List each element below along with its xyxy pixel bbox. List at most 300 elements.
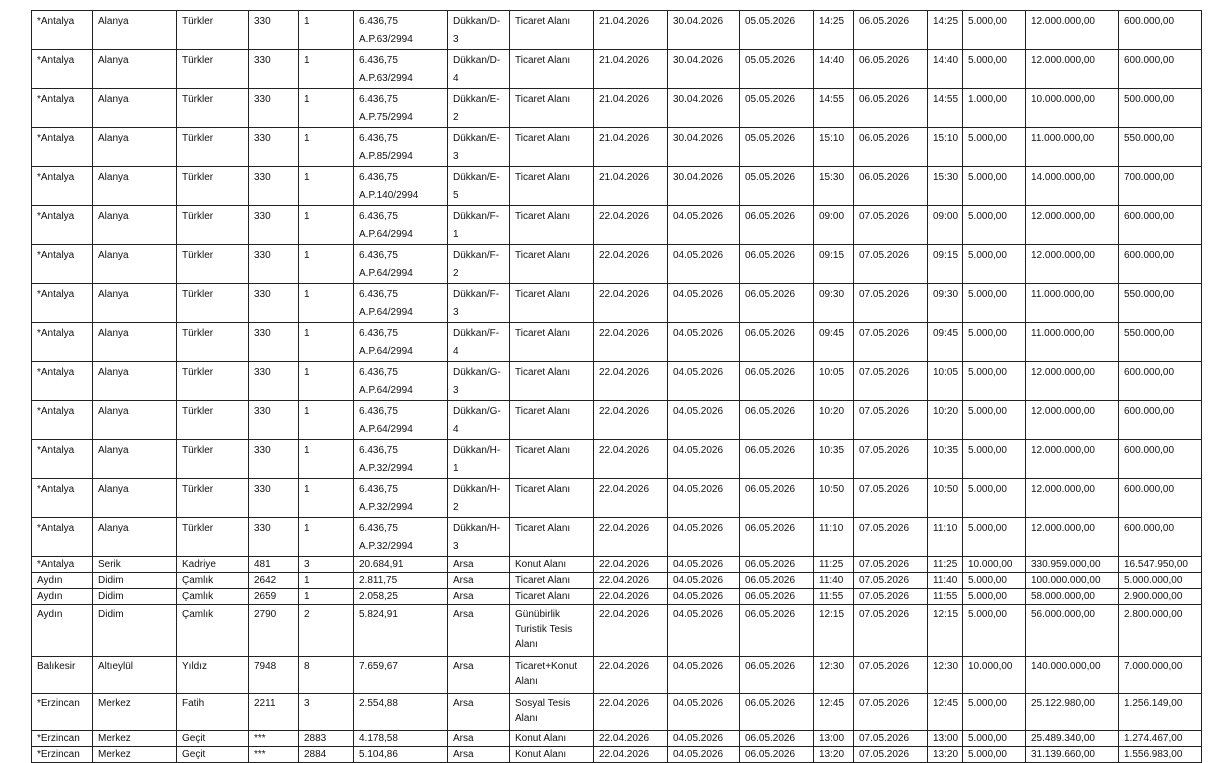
auction-date-cell: 06.05.2026: [740, 518, 814, 557]
increment-cell: 5.000,00: [963, 479, 1026, 518]
deposit-cell: 600.000,00: [1119, 479, 1202, 518]
deadline-cell: 04.05.2026: [668, 518, 740, 557]
area-cell: 6.436,75 A.P.64/2994: [354, 362, 448, 401]
auction-date-cell: 06.05.2026: [740, 245, 814, 284]
auction-date-cell: 05.05.2026: [740, 50, 814, 89]
estimated-value-cell: 11.000.000,00: [1026, 323, 1119, 362]
auction-date-cell: 06.05.2026: [740, 747, 814, 763]
estimated-value-cell: 330.959.000,00: [1026, 557, 1119, 573]
neighborhood-cell: Türkler: [177, 128, 249, 167]
parcel-cell: 1: [299, 440, 354, 479]
deposit-cell: 550.000,00: [1119, 128, 1202, 167]
district-cell: Serik: [93, 557, 177, 573]
auction-time-cell: 10:05: [814, 362, 854, 401]
auction-time-cell: 11:40: [814, 573, 854, 589]
province-cell: *Antalya: [32, 206, 93, 245]
estimated-value-cell: 12.000.000,00: [1026, 401, 1119, 440]
announce-date-cell: 22.04.2026: [594, 479, 668, 518]
zoning-cell: Ticaret Alanı: [510, 518, 594, 557]
increment-cell: 5.000,00: [963, 589, 1026, 605]
block-cell: 330: [249, 206, 299, 245]
deposit-cell: 2.900.000,00: [1119, 589, 1202, 605]
deposit-cell: 550.000,00: [1119, 284, 1202, 323]
deadline-cell: 04.05.2026: [668, 323, 740, 362]
parcel-cell: 1: [299, 323, 354, 362]
area-cell: 6.436,75 A.P.64/2994: [354, 401, 448, 440]
area-cell: 4.178,58: [354, 731, 448, 747]
deadline-cell: 04.05.2026: [668, 401, 740, 440]
quality-cell: Dükkan/F- 3: [448, 284, 510, 323]
quality-cell: Dükkan/H- 3: [448, 518, 510, 557]
table-row: [32, 167, 1202, 206]
parcel-cell: 3: [299, 694, 354, 731]
table-row: [32, 128, 1202, 167]
auction-time-cell: 13:20: [814, 747, 854, 763]
auction-time-cell: 09:45: [814, 323, 854, 362]
second-date-cell: 07.05.2026: [854, 518, 928, 557]
quality-cell: Dükkan/D- 3: [448, 11, 510, 50]
announce-date-cell: 21.04.2026: [594, 167, 668, 206]
second-time-cell: 14:55: [928, 89, 963, 128]
second-time-cell: 10:20: [928, 401, 963, 440]
block-cell: 330: [249, 284, 299, 323]
increment-cell: 5.000,00: [963, 11, 1026, 50]
area-cell: 7.659,67: [354, 657, 448, 694]
deposit-cell: 500.000,00: [1119, 89, 1202, 128]
second-date-cell: 07.05.2026: [854, 245, 928, 284]
neighborhood-cell: Türkler: [177, 401, 249, 440]
increment-cell: 5.000,00: [963, 284, 1026, 323]
area-cell: 2.811,75: [354, 573, 448, 589]
auction-time-cell: 15:10: [814, 128, 854, 167]
second-time-cell: 12:15: [928, 605, 963, 657]
second-time-cell: 13:00: [928, 731, 963, 747]
province-cell: *Antalya: [32, 245, 93, 284]
district-cell: Alanya: [93, 206, 177, 245]
table-row: [32, 573, 1202, 589]
auction-date-cell: 05.05.2026: [740, 128, 814, 167]
block-cell: 330: [249, 401, 299, 440]
province-cell: *Erzincan: [32, 731, 93, 747]
deadline-cell: 30.04.2026: [668, 89, 740, 128]
deposit-cell: 550.000,00: [1119, 323, 1202, 362]
zoning-cell: Ticaret Alanı: [510, 245, 594, 284]
auction-time-cell: 11:25: [814, 557, 854, 573]
auction-date-cell: 06.05.2026: [740, 731, 814, 747]
district-cell: Didim: [93, 605, 177, 657]
deposit-cell: 600.000,00: [1119, 362, 1202, 401]
district-cell: Merkez: [93, 694, 177, 731]
second-time-cell: 12:30: [928, 657, 963, 694]
increment-cell: 5.000,00: [963, 518, 1026, 557]
auction-date-cell: 06.05.2026: [740, 479, 814, 518]
deadline-cell: 04.05.2026: [668, 589, 740, 605]
deadline-cell: 04.05.2026: [668, 440, 740, 479]
estimated-value-cell: 14.000.000,00: [1026, 167, 1119, 206]
block-cell: 2659: [249, 589, 299, 605]
second-date-cell: 07.05.2026: [854, 479, 928, 518]
second-date-cell: 07.05.2026: [854, 657, 928, 694]
deadline-cell: 04.05.2026: [668, 284, 740, 323]
block-cell: 7948: [249, 657, 299, 694]
quality-cell: Arsa: [448, 657, 510, 694]
table-row: [32, 747, 1202, 763]
deadline-cell: 04.05.2026: [668, 573, 740, 589]
estimated-value-cell: 25.489.340,00: [1026, 731, 1119, 747]
parcel-cell: 1: [299, 479, 354, 518]
deadline-cell: 30.04.2026: [668, 167, 740, 206]
estimated-value-cell: 10.000.000,00: [1026, 89, 1119, 128]
announce-date-cell: 21.04.2026: [594, 11, 668, 50]
zoning-cell: Ticaret Alanı: [510, 440, 594, 479]
deadline-cell: 04.05.2026: [668, 557, 740, 573]
table-row: [32, 479, 1202, 518]
province-cell: *Antalya: [32, 11, 93, 50]
quality-cell: Dükkan/F- 4: [448, 323, 510, 362]
deposit-cell: 600.000,00: [1119, 206, 1202, 245]
neighborhood-cell: Geçit: [177, 731, 249, 747]
block-cell: 330: [249, 50, 299, 89]
second-time-cell: 12:45: [928, 694, 963, 731]
table-row: [32, 245, 1202, 284]
auction-time-cell: 13:00: [814, 731, 854, 747]
increment-cell: 5.000,00: [963, 401, 1026, 440]
second-time-cell: 11:25: [928, 557, 963, 573]
block-cell: 330: [249, 362, 299, 401]
deposit-cell: 5.000.000,00: [1119, 573, 1202, 589]
auction-date-cell: 05.05.2026: [740, 167, 814, 206]
announce-date-cell: 22.04.2026: [594, 747, 668, 763]
zoning-cell: Ticaret Alanı: [510, 50, 594, 89]
quality-cell: Dükkan/E- 5: [448, 167, 510, 206]
increment-cell: 5.000,00: [963, 731, 1026, 747]
quality-cell: Arsa: [448, 557, 510, 573]
second-time-cell: 09:00: [928, 206, 963, 245]
second-time-cell: 13:20: [928, 747, 963, 763]
auction-time-cell: 11:55: [814, 589, 854, 605]
announce-date-cell: 22.04.2026: [594, 657, 668, 694]
province-cell: *Antalya: [32, 362, 93, 401]
second-time-cell: 10:35: [928, 440, 963, 479]
district-cell: Alanya: [93, 128, 177, 167]
zoning-cell: Ticaret Alanı: [510, 89, 594, 128]
deposit-cell: 600.000,00: [1119, 50, 1202, 89]
estimated-value-cell: 140.000.000,00: [1026, 657, 1119, 694]
neighborhood-cell: Kadriye: [177, 557, 249, 573]
table-row: [32, 694, 1202, 731]
increment-cell: 5.000,00: [963, 440, 1026, 479]
district-cell: Alanya: [93, 284, 177, 323]
zoning-cell: Ticaret Alanı: [510, 401, 594, 440]
deadline-cell: 04.05.2026: [668, 731, 740, 747]
area-cell: 2.058,25: [354, 589, 448, 605]
zoning-cell: Günübirlik Turistik Tesis Alanı: [510, 605, 594, 657]
deadline-cell: 30.04.2026: [668, 50, 740, 89]
auction-date-cell: 06.05.2026: [740, 573, 814, 589]
auction-date-cell: 06.05.2026: [740, 284, 814, 323]
area-cell: 6.436,75 A.P.64/2994: [354, 206, 448, 245]
province-cell: *Antalya: [32, 323, 93, 362]
area-cell: 5.104,86: [354, 747, 448, 763]
announce-date-cell: 22.04.2026: [594, 440, 668, 479]
neighborhood-cell: Geçit: [177, 747, 249, 763]
estimated-value-cell: 12.000.000,00: [1026, 362, 1119, 401]
district-cell: Merkez: [93, 731, 177, 747]
deadline-cell: 30.04.2026: [668, 128, 740, 167]
deposit-cell: 16.547.950,00: [1119, 557, 1202, 573]
second-date-cell: 07.05.2026: [854, 284, 928, 323]
parcel-cell: 1: [299, 11, 354, 50]
area-cell: 6.436,75 A.P.75/2994: [354, 89, 448, 128]
district-cell: Altıeylül: [93, 657, 177, 694]
neighborhood-cell: Türkler: [177, 89, 249, 128]
deposit-cell: 600.000,00: [1119, 11, 1202, 50]
neighborhood-cell: Türkler: [177, 440, 249, 479]
auction-time-cell: 09:00: [814, 206, 854, 245]
table-row: [32, 50, 1202, 89]
second-time-cell: 15:10: [928, 128, 963, 167]
increment-cell: 5.000,00: [963, 167, 1026, 206]
neighborhood-cell: Türkler: [177, 245, 249, 284]
second-date-cell: 07.05.2026: [854, 440, 928, 479]
second-date-cell: 06.05.2026: [854, 50, 928, 89]
neighborhood-cell: Türkler: [177, 479, 249, 518]
second-time-cell: 14:40: [928, 50, 963, 89]
auction-time-cell: 15:30: [814, 167, 854, 206]
block-cell: 2790: [249, 605, 299, 657]
auction-date-cell: 06.05.2026: [740, 589, 814, 605]
estimated-value-cell: 12.000.000,00: [1026, 11, 1119, 50]
neighborhood-cell: Türkler: [177, 284, 249, 323]
auction-time-cell: 09:15: [814, 245, 854, 284]
table-row: [32, 284, 1202, 323]
table-row: [32, 657, 1202, 694]
table-row: [32, 362, 1202, 401]
auction-date-cell: 06.05.2026: [740, 605, 814, 657]
auction-time-cell: 14:40: [814, 50, 854, 89]
block-cell: 330: [249, 479, 299, 518]
second-date-cell: 07.05.2026: [854, 605, 928, 657]
area-cell: 6.436,75 A.P.64/2994: [354, 323, 448, 362]
estimated-value-cell: 11.000.000,00: [1026, 128, 1119, 167]
parcel-cell: 8: [299, 657, 354, 694]
block-cell: 481: [249, 557, 299, 573]
district-cell: Alanya: [93, 518, 177, 557]
quality-cell: Arsa: [448, 731, 510, 747]
estimated-value-cell: 12.000.000,00: [1026, 50, 1119, 89]
increment-cell: 5.000,00: [963, 694, 1026, 731]
province-cell: *Antalya: [32, 401, 93, 440]
table-row: [32, 731, 1202, 747]
auction-time-cell: 14:55: [814, 89, 854, 128]
announce-date-cell: 22.04.2026: [594, 573, 668, 589]
increment-cell: 5.000,00: [963, 50, 1026, 89]
quality-cell: Dükkan/D- 4: [448, 50, 510, 89]
province-cell: *Antalya: [32, 518, 93, 557]
increment-cell: 1.000,00: [963, 89, 1026, 128]
district-cell: Alanya: [93, 11, 177, 50]
announce-date-cell: 22.04.2026: [594, 323, 668, 362]
block-cell: 330: [249, 128, 299, 167]
province-cell: *Antalya: [32, 89, 93, 128]
auction-date-cell: 06.05.2026: [740, 401, 814, 440]
deposit-cell: 600.000,00: [1119, 518, 1202, 557]
deadline-cell: 04.05.2026: [668, 206, 740, 245]
parcel-cell: 1: [299, 401, 354, 440]
area-cell: 6.436,75 A.P.32/2994: [354, 479, 448, 518]
table-row: [32, 557, 1202, 573]
zoning-cell: Ticaret Alanı: [510, 362, 594, 401]
quality-cell: Arsa: [448, 694, 510, 731]
deposit-cell: 700.000,00: [1119, 167, 1202, 206]
neighborhood-cell: Türkler: [177, 362, 249, 401]
second-date-cell: 07.05.2026: [854, 362, 928, 401]
neighborhood-cell: Türkler: [177, 323, 249, 362]
province-cell: *Antalya: [32, 167, 93, 206]
zoning-cell: Konut Alanı: [510, 747, 594, 763]
auction-date-cell: 06.05.2026: [740, 206, 814, 245]
district-cell: Didim: [93, 573, 177, 589]
auction-date-cell: 06.05.2026: [740, 440, 814, 479]
quality-cell: Arsa: [448, 589, 510, 605]
zoning-cell: Ticaret Alanı: [510, 128, 594, 167]
zoning-cell: Ticaret Alanı: [510, 167, 594, 206]
estimated-value-cell: 11.000.000,00: [1026, 284, 1119, 323]
auction-time-cell: 11:10: [814, 518, 854, 557]
parcel-cell: 2883: [299, 731, 354, 747]
area-cell: 5.824,91: [354, 605, 448, 657]
increment-cell: 5.000,00: [963, 206, 1026, 245]
second-date-cell: 07.05.2026: [854, 747, 928, 763]
deposit-cell: 7.000.000,00: [1119, 657, 1202, 694]
quality-cell: Arsa: [448, 573, 510, 589]
province-cell: *Antalya: [32, 440, 93, 479]
deadline-cell: 04.05.2026: [668, 362, 740, 401]
parcel-cell: 1: [299, 284, 354, 323]
table-row: [32, 323, 1202, 362]
second-date-cell: 07.05.2026: [854, 694, 928, 731]
second-date-cell: 07.05.2026: [854, 573, 928, 589]
deposit-cell: 2.800.000,00: [1119, 605, 1202, 657]
quality-cell: Dükkan/E- 3: [448, 128, 510, 167]
deadline-cell: 04.05.2026: [668, 479, 740, 518]
announce-date-cell: 22.04.2026: [594, 245, 668, 284]
auction-date-cell: 05.05.2026: [740, 11, 814, 50]
second-date-cell: 06.05.2026: [854, 11, 928, 50]
neighborhood-cell: Türkler: [177, 206, 249, 245]
province-cell: *Antalya: [32, 128, 93, 167]
announce-date-cell: 22.04.2026: [594, 731, 668, 747]
estimated-value-cell: 31.139.660,00: [1026, 747, 1119, 763]
second-date-cell: 07.05.2026: [854, 323, 928, 362]
estimated-value-cell: 12.000.000,00: [1026, 479, 1119, 518]
area-cell: 6.436,75 A.P.63/2994: [354, 50, 448, 89]
zoning-cell: Sosyal Tesis Alanı: [510, 694, 594, 731]
area-cell: 20.684,91: [354, 557, 448, 573]
zoning-cell: Ticaret Alanı: [510, 323, 594, 362]
parcel-cell: 3: [299, 557, 354, 573]
zoning-cell: Ticaret+Konut Alanı: [510, 657, 594, 694]
quality-cell: Dükkan/F- 1: [448, 206, 510, 245]
parcel-cell: 2884: [299, 747, 354, 763]
table-row: [32, 206, 1202, 245]
auction-date-cell: 06.05.2026: [740, 323, 814, 362]
deposit-cell: 600.000,00: [1119, 245, 1202, 284]
announce-date-cell: 22.04.2026: [594, 401, 668, 440]
second-date-cell: 07.05.2026: [854, 557, 928, 573]
deadline-cell: 30.04.2026: [668, 11, 740, 50]
second-date-cell: 07.05.2026: [854, 401, 928, 440]
quality-cell: Arsa: [448, 605, 510, 657]
second-time-cell: 15:30: [928, 167, 963, 206]
second-time-cell: 09:30: [928, 284, 963, 323]
area-cell: 6.436,75 A.P.140/2994: [354, 167, 448, 206]
deadline-cell: 04.05.2026: [668, 657, 740, 694]
announce-date-cell: 22.04.2026: [594, 284, 668, 323]
district-cell: Alanya: [93, 401, 177, 440]
zoning-cell: Ticaret Alanı: [510, 206, 594, 245]
parcel-cell: 1: [299, 518, 354, 557]
zoning-cell: Ticaret Alanı: [510, 589, 594, 605]
announce-date-cell: 22.04.2026: [594, 206, 668, 245]
block-cell: 330: [249, 245, 299, 284]
parcel-cell: 1: [299, 362, 354, 401]
second-time-cell: 10:50: [928, 479, 963, 518]
zoning-cell: Konut Alanı: [510, 731, 594, 747]
second-date-cell: 06.05.2026: [854, 167, 928, 206]
table-row: [32, 589, 1202, 605]
auction-date-cell: 05.05.2026: [740, 89, 814, 128]
increment-cell: 5.000,00: [963, 362, 1026, 401]
province-cell: *Antalya: [32, 479, 93, 518]
block-cell: 330: [249, 440, 299, 479]
district-cell: Alanya: [93, 479, 177, 518]
second-date-cell: 07.05.2026: [854, 206, 928, 245]
increment-cell: 10.000,00: [963, 657, 1026, 694]
zoning-cell: Konut Alanı: [510, 557, 594, 573]
area-cell: 6.436,75 A.P.63/2994: [354, 11, 448, 50]
province-cell: *Antalya: [32, 557, 93, 573]
quality-cell: Arsa: [448, 747, 510, 763]
deposit-cell: 600.000,00: [1119, 440, 1202, 479]
parcel-cell: 2: [299, 605, 354, 657]
area-cell: 6.436,75 A.P.64/2994: [354, 284, 448, 323]
table-body: [32, 11, 1202, 763]
deadline-cell: 04.05.2026: [668, 747, 740, 763]
province-cell: Balıkesir: [32, 657, 93, 694]
auction-time-cell: 14:25: [814, 11, 854, 50]
deposit-cell: 1.274.467,00: [1119, 731, 1202, 747]
block-cell: 330: [249, 323, 299, 362]
neighborhood-cell: Çamlık: [177, 605, 249, 657]
auction-time-cell: 12:45: [814, 694, 854, 731]
announce-date-cell: 22.04.2026: [594, 518, 668, 557]
area-cell: 2.554,88: [354, 694, 448, 731]
auction-time-cell: 10:35: [814, 440, 854, 479]
second-time-cell: 14:25: [928, 11, 963, 50]
zoning-cell: Ticaret Alanı: [510, 11, 594, 50]
announce-date-cell: 21.04.2026: [594, 128, 668, 167]
second-date-cell: 07.05.2026: [854, 589, 928, 605]
area-cell: 6.436,75 A.P.32/2994: [354, 440, 448, 479]
quality-cell: Dükkan/F- 2: [448, 245, 510, 284]
province-cell: *Erzincan: [32, 694, 93, 731]
second-date-cell: 06.05.2026: [854, 89, 928, 128]
parcel-cell: 1: [299, 206, 354, 245]
area-cell: 6.436,75 A.P.64/2994: [354, 245, 448, 284]
increment-cell: 5.000,00: [963, 605, 1026, 657]
announce-date-cell: 22.04.2026: [594, 589, 668, 605]
